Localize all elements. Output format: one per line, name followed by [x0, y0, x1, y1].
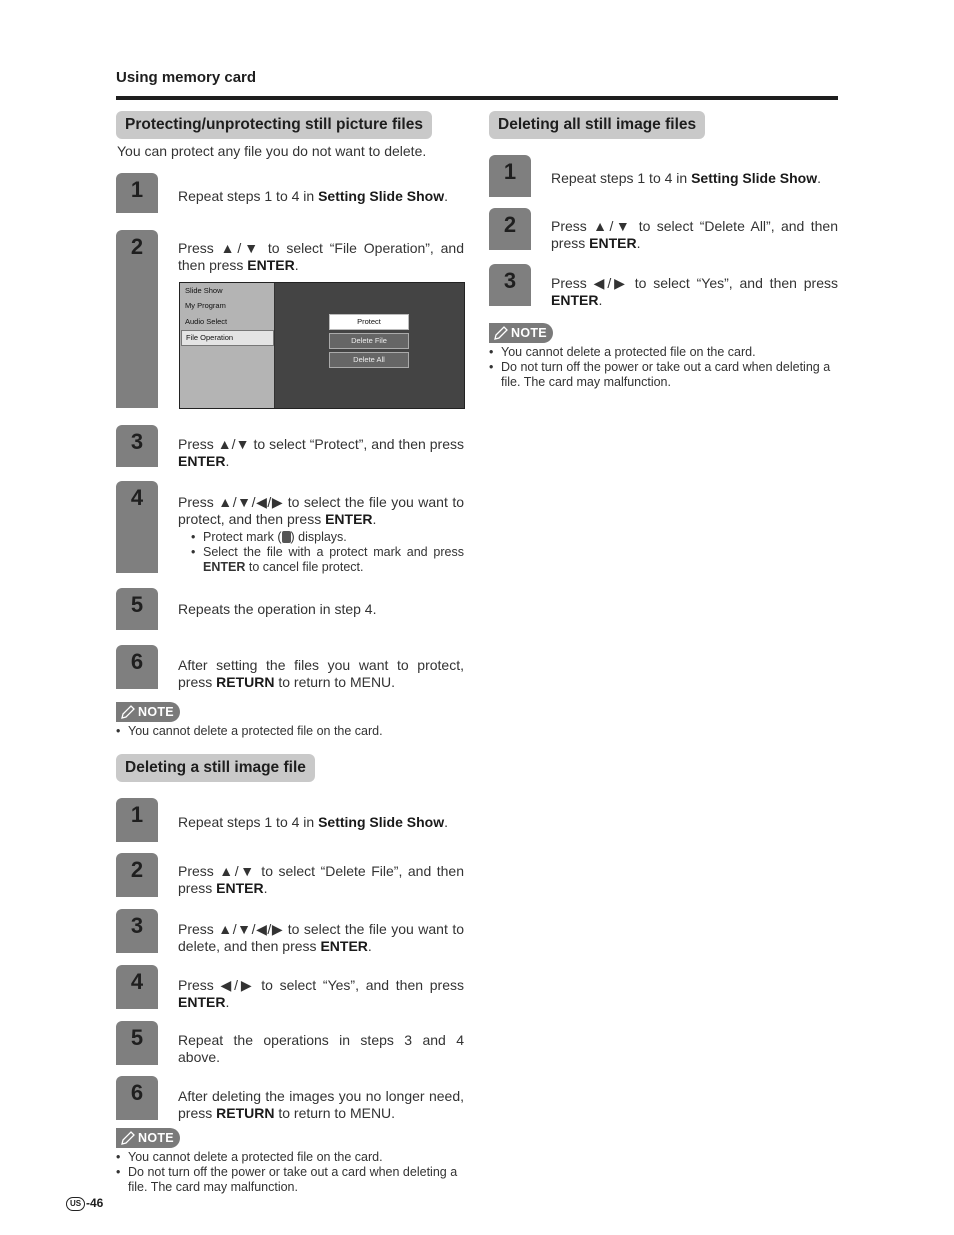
step-number-3: 3 [116, 909, 158, 953]
delete-all-step-3: Press ◀/▶ to select “Yes”, and then press ENTER. [551, 275, 838, 308]
step-number-6: 6 [116, 645, 158, 689]
delete-step-2: Press ▲/▼ to select “Delete File”, and then press ENTER. [178, 863, 464, 896]
protect-step-1: Repeat steps 1 to 4 in Setting Slide Show. [178, 188, 448, 204]
step-number-5: 5 [116, 588, 158, 630]
menu-delete-all-option: Delete All [329, 352, 409, 368]
us-region-icon: US [66, 1197, 85, 1211]
page-section-title: Using memory card [116, 69, 257, 86]
menu-left-panel [180, 283, 275, 408]
step-number-3: 3 [116, 425, 158, 467]
delete-all-step-2: Press ▲/▼ to select “Delete All”, and then press ENTER. [551, 218, 838, 251]
menu-screen-illustration [179, 282, 465, 409]
protect-step-5: Repeats the operation in step 4. [178, 601, 377, 617]
header-rule [116, 96, 838, 100]
step-number-1: 1 [116, 798, 158, 842]
protect-section-heading: Protecting/unprotecting still picture files [116, 111, 432, 139]
protect-step-2: Press ▲/▼ to select “File Operation”, and then press ENTER. [178, 240, 464, 273]
note-badge: NOTE [116, 702, 180, 722]
pencil-icon [120, 704, 136, 720]
note-badge: NOTE [116, 1128, 180, 1148]
menu-item-slide-show: Slide Show [185, 286, 223, 295]
step-number-1: 1 [489, 155, 531, 197]
menu-item-audio-select: Audio Select [185, 317, 228, 326]
protect-step-6: After setting the files you want to protect, press RETURN to return to MENU. [178, 657, 464, 690]
lock-icon [282, 531, 291, 543]
delete-step-5: Repeat the operations in steps 3 and 4 above. [178, 1032, 464, 1065]
pencil-icon [493, 325, 509, 341]
protect-step-4-bullets: • Protect mark ( ) displays. • Select the file with a protect mark and press ENTER to cancel file protect. [191, 530, 464, 575]
menu-item-my-program: My Program [185, 301, 226, 310]
menu-delete-file-option: Delete File [329, 333, 409, 349]
menu-protect-option: Protect [329, 314, 409, 330]
pencil-icon [120, 1130, 136, 1146]
step-number-3: 3 [489, 264, 531, 306]
delete-all-section-heading: Deleting all still image files [489, 111, 705, 139]
delete-all-note-list: • You cannot delete a protected file on the card. • Do not turn off the power or take out a card when deleting a file. The card may malfunction. [489, 345, 839, 390]
protect-intro: You can protect any file you do not want to delete. [117, 143, 427, 159]
page-number: US -46 [66, 1196, 103, 1211]
step-number-6: 6 [116, 1076, 158, 1120]
note-badge: NOTE [489, 323, 553, 343]
step-number-2: 2 [116, 230, 158, 408]
protect-note-list: • You cannot delete a protected file on the card. [116, 724, 466, 739]
delete-step-6: After deleting the images you no longer need, press RETURN to return to MENU. [178, 1088, 464, 1121]
delete-step-1: Repeat steps 1 to 4 in Setting Slide Show. [178, 814, 448, 830]
step-number-2: 2 [489, 208, 531, 250]
delete-step-4: Press ◀/▶ to select “Yes”, and then press ENTER. [178, 977, 464, 1010]
step-number-1: 1 [116, 173, 158, 213]
step-number-4: 4 [116, 481, 158, 573]
menu-item-file-operation: File Operation [181, 330, 274, 346]
step-number-5: 5 [116, 1021, 158, 1065]
protect-step-4: Press ▲/▼/◀/▶ to select the file you want to protect, and then press ENTER. [178, 494, 464, 527]
protect-step-3: Press ▲/▼ to select “Protect”, and then press ENTER. [178, 436, 464, 469]
delete-note-list: • You cannot delete a protected file on the card. • Do not turn off the power or take out a card when deleting a file. The card may malfunction. [116, 1150, 466, 1195]
delete-step-3: Press ▲/▼/◀/▶ to select the file you want to delete, and then press ENTER. [178, 921, 464, 954]
step-number-2: 2 [116, 853, 158, 897]
step-number-4: 4 [116, 965, 158, 1009]
delete-file-section-heading: Deleting a still image file [116, 754, 315, 782]
delete-all-step-1: Repeat steps 1 to 4 in Setting Slide Show. [551, 170, 821, 186]
